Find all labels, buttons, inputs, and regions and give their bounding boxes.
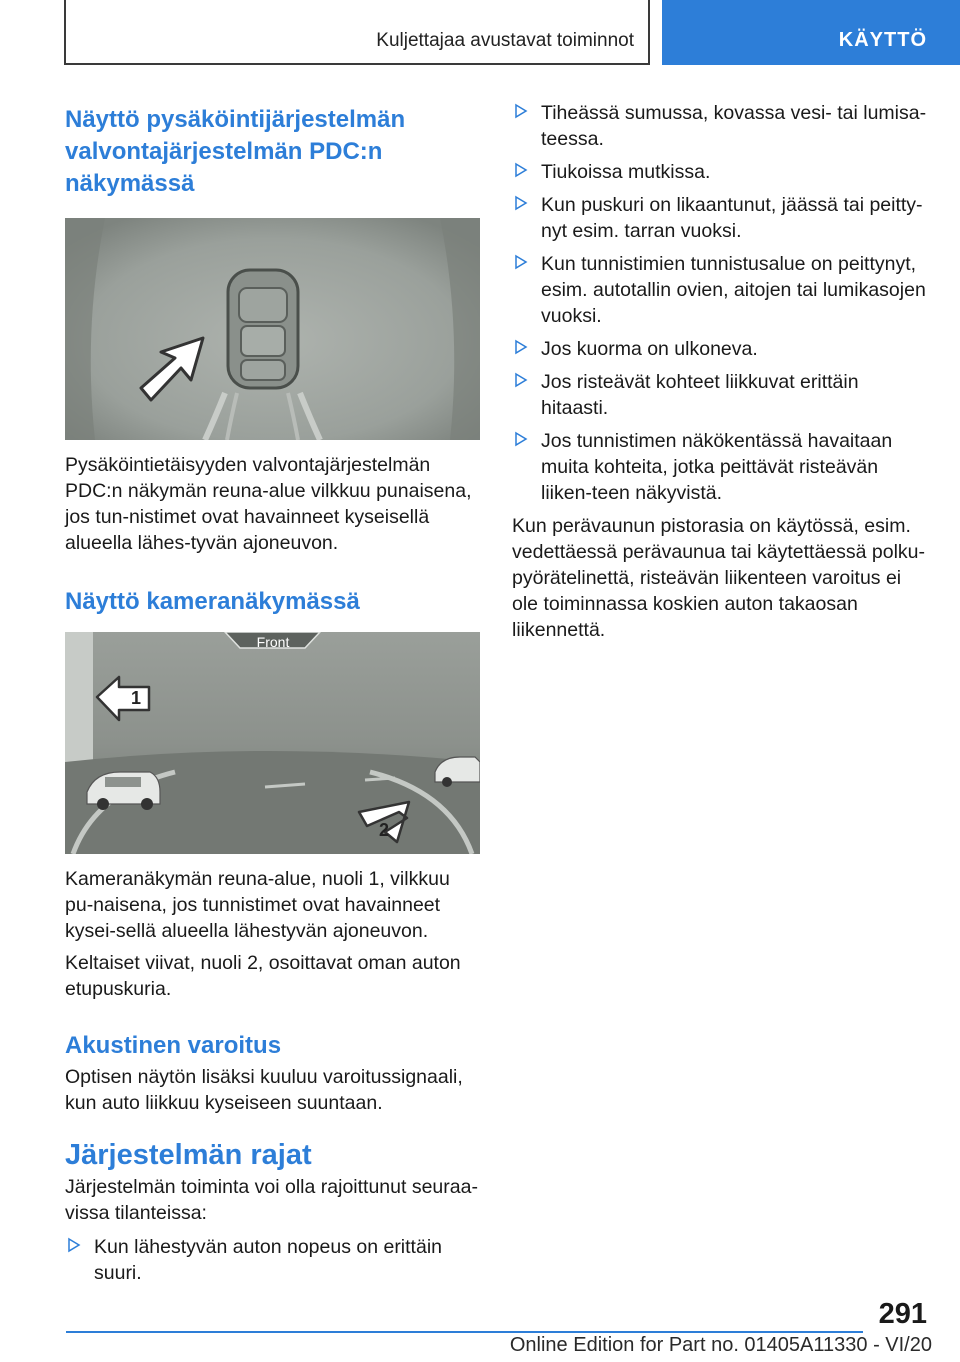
camera-arrow-2-label: 2 (379, 820, 390, 840)
triangle-bullet-icon (514, 195, 528, 211)
yellow-lines-description: Keltaiset viivat, nuoli 2, osoittavat oman auton etupuskuria. (65, 952, 461, 1000)
section-title: Kuljettajaa avustavat toiminnot (376, 30, 634, 51)
triangle-bullet-icon (514, 339, 528, 355)
triangle-bullet-icon (514, 372, 528, 388)
camera-view-image (65, 632, 480, 854)
system-limits-intro: Järjestelmän toiminta voi olla rajoittunut seuraa-vissa tilanteissa: (65, 1176, 478, 1224)
triangle-bullet-icon (514, 162, 528, 178)
chapter-tab[interactable] (662, 0, 960, 65)
left-column (65, 100, 480, 1293)
acoustic-description: Optisen näytön lisäksi kuuluu varoitussignaali, kun auto liikkuu kyseiseen suuntaan. (65, 1066, 463, 1114)
chapter-tab-label: KÄYTTÖ (838, 29, 927, 51)
heading-acoustic-warning: Akustinen varoitus (65, 1032, 282, 1059)
pdc-view-image (65, 218, 480, 440)
page-number: 291 (878, 1298, 927, 1330)
list-item-text: Tiukoissa mutkissa. (541, 161, 711, 183)
list-item-text: Kun tunnistimien tunnistusalue on peittynyt, esim. autotallin ovien, aitojen tai lumikasojen vuoksi. (541, 253, 926, 327)
list-item (512, 428, 928, 506)
header-section-box (64, 0, 650, 65)
triangle-bullet-icon (514, 254, 528, 270)
right-column (512, 100, 928, 643)
left-bullet-list (65, 1234, 480, 1286)
left-car (87, 772, 160, 810)
list-item (512, 251, 928, 329)
camera-arrow-1-label: 1 (131, 688, 142, 708)
right-bullet-list (512, 100, 928, 506)
list-item (512, 159, 928, 185)
list-item (65, 1234, 480, 1286)
heading-camera-display: Näyttö kameranäkymässä (65, 588, 360, 615)
list-item (512, 369, 928, 421)
list-item (512, 192, 928, 244)
list-item-text: Jos tunnistimen näkökentässä havaitaan muita kohteita, jotka peittävät risteävän liiken-teen näkyvistä. (541, 430, 893, 504)
footer-divider (66, 1331, 863, 1333)
triangle-bullet-icon (514, 431, 528, 447)
list-item-text: Jos risteävät kohteet liikkuvat erittäin hitaasti. (541, 371, 859, 419)
list-item-text: Kun puskuri on likaantunut, jäässä tai peitty-nyt esim. tarran vuoksi. (541, 194, 923, 242)
triangle-bullet-icon (67, 1237, 81, 1253)
list-item (512, 100, 928, 152)
triangle-bullet-icon (514, 103, 528, 119)
heading-system-limits: Järjestelmän rajat (65, 1139, 312, 1171)
list-item-text: Tiheässä sumussa, kovassa vesi- tai lumisa-teessa. (541, 102, 927, 150)
trailer-note: Kun perävaunun pistorasia on käytössä, esim. vedettäessä perävaunua tai käytettäessä polku-pyörätelinettä, risteävän liikenteen varoitus ei ole toiminnassa koskien auton takaosan liikennettä. (512, 515, 926, 641)
heading-pdc-display: Näyttö pysäköintijärjestelmän valvontajärjestelmän PDC:n näkymässä (65, 106, 406, 197)
camera-description: Kameranäkymän reuna-alue, nuoli 1, vilkkuu pu-naisena, jos tunnistimet ovat havainneet kysei-sellä alueella lähestyvän ajoneuvon. (65, 868, 450, 942)
edition-info: Online Edition for Part no. 01405A11330 - VI/20 (509, 1334, 932, 1356)
list-item-text: Jos kuorma on ulkoneva. (541, 338, 758, 360)
camera-front-label: Front (256, 634, 290, 650)
pdc-description: Pysäköintietäisyyden valvontajärjestelmän PDC:n näkymän reuna-alue vilkkuu punaisena, jos tun-nistimet ovat havainneet kyseisellä alueella lähes-tyvän ajoneuvon. (65, 454, 472, 554)
list-item-text: Kun lähestyvän auton nopeus on erittäin suuri. (94, 1236, 443, 1284)
list-item (512, 336, 928, 362)
